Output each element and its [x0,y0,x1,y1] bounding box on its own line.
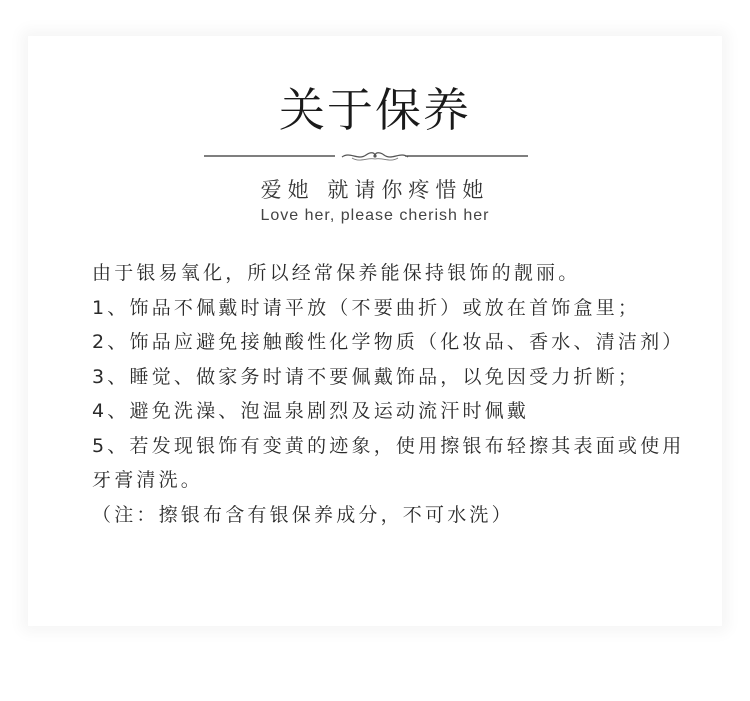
care-instructions [92,256,692,532]
ornament-divider [0,145,750,169]
intro-text: 由于银易氧化，所以经常保养能保持银饰的靓丽。 [92,262,581,284]
care-note: （注：擦银布含有银保养成分，不可水洗） [92,503,514,526]
care-item-1: 1、饰品不佩戴时请平放（不要曲折）或放在首饰盒里； [92,296,641,319]
care-item-3: 3、睡觉、做家务时请不要佩戴饰品，以免因受力折断； [92,365,641,388]
care-item-2: 2、饰品应避免接触酸性化学物质（化妆品、香水、清洁剂） [92,331,685,353]
subtitle-chinese: 爱她 就请你疼惜她 [260,178,490,202]
care-item-4: 4、避免洗澡、泡温泉剧烈及运动流汗时佩戴 [92,400,530,422]
subtitle-english: Love her, please cherish her [260,207,490,224]
page-title: 关于保养 [279,83,471,137]
care-item-5: 5、若发现银饰有变黄的迹象，使用擦银布轻擦其表面或使用牙膏清洗。 [92,434,685,491]
